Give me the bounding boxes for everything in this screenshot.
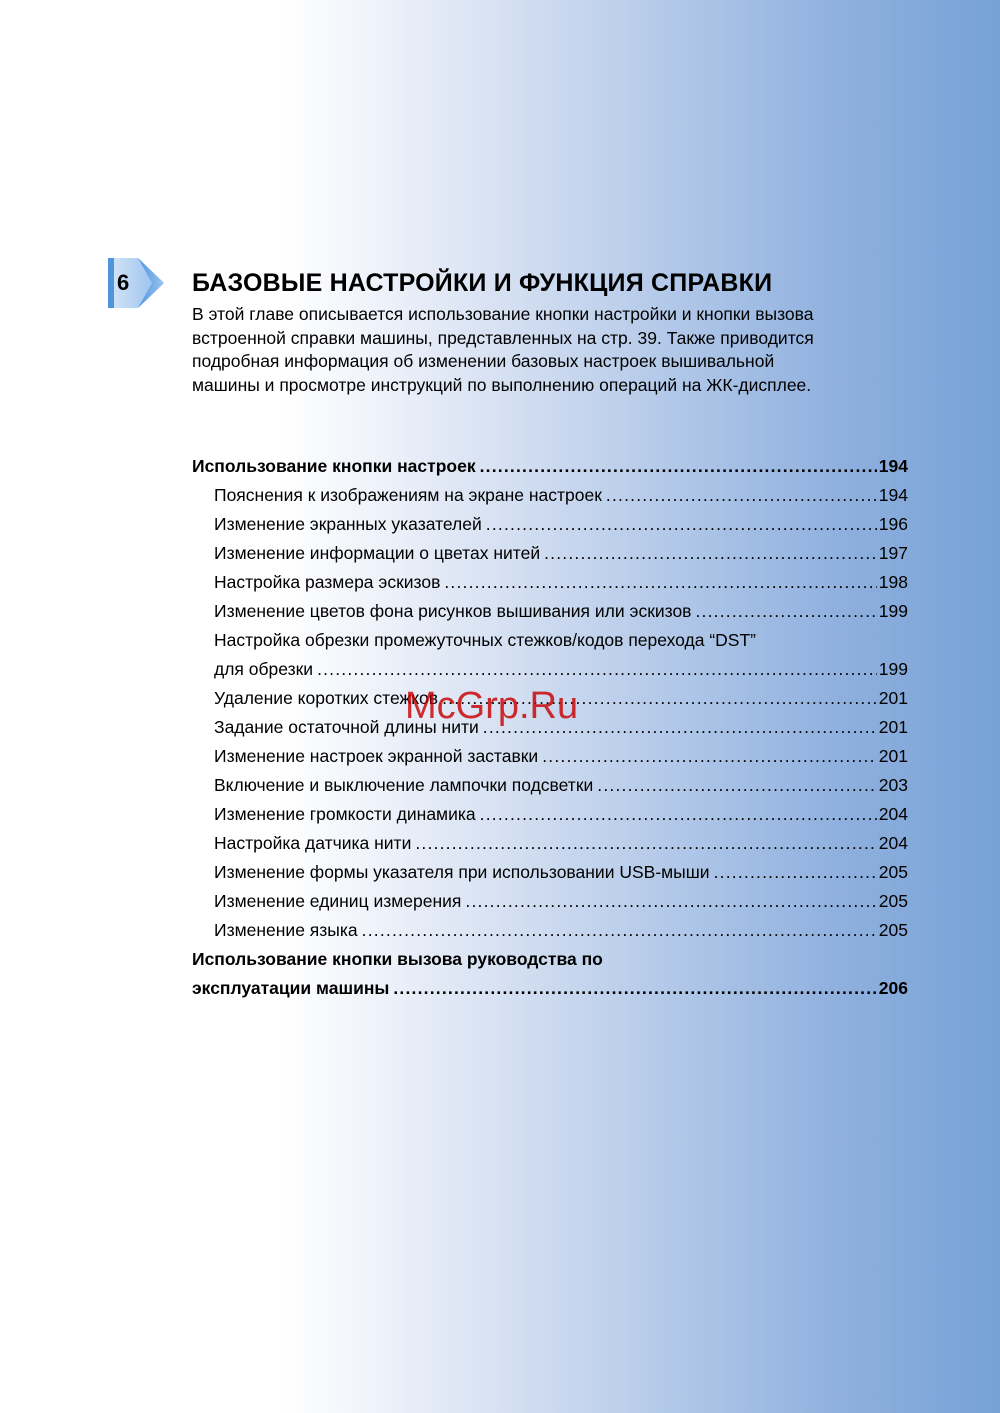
intro-line: подробная информация об изменении базовых настроек вышивальной <box>192 351 775 371</box>
toc-page-number: 205 <box>878 891 908 911</box>
toc-entry[interactable] <box>192 481 908 510</box>
toc-page-number: 201 <box>878 746 908 766</box>
toc-entry-text: Удаление коротких стежков <box>214 688 439 708</box>
toc-entry-text: Изменение настроек экранной заставки <box>214 746 539 766</box>
toc-entry-text: Пояснения к изображениям на экране настроек <box>214 485 602 505</box>
intro-line: машины и просмотре инструкций по выполнению операций на ЖК-дисплее. <box>192 374 812 395</box>
chapter-intro <box>192 303 912 397</box>
toc-leader <box>393 974 876 1003</box>
toc-leader <box>362 916 877 945</box>
toc-leader <box>544 539 877 568</box>
toc-page-number: 196 <box>878 514 908 534</box>
toc-entry-text: Настройка размера эскизов <box>214 572 441 592</box>
toc-page-number: 194 <box>878 485 908 505</box>
toc-leader <box>415 829 876 858</box>
toc-leader <box>486 510 877 539</box>
toc-entry[interactable] <box>192 510 908 539</box>
toc-entry[interactable] <box>192 800 908 829</box>
toc-entry-text: Изменение формы указателя при использовании USB-мыши <box>214 862 710 882</box>
toc-leader <box>597 771 877 800</box>
toc-entry[interactable] <box>192 858 908 887</box>
toc-entry-text: Настройка обрезки промежуточных стежков/кодов перехода “DST” <box>214 630 756 650</box>
toc-entry[interactable] <box>192 626 908 655</box>
toc-entry-text: Использование кнопки вызова руководства по <box>192 949 603 969</box>
toc-entry-text: Изменение цветов фона рисунков вышивания или эскизов <box>214 601 692 621</box>
chapter-title: БАЗОВЫЕ НАСТРОЙКИ И ФУНКЦИЯ СПРАВКИ <box>192 269 773 297</box>
toc-page-number: 204 <box>878 804 908 824</box>
toc-leader <box>480 452 877 481</box>
watermark: McGrp.Ru <box>405 685 579 727</box>
toc-entry[interactable] <box>192 742 908 771</box>
toc-page-number: 204 <box>878 833 908 853</box>
toc-page-number: 194 <box>878 456 908 476</box>
toc-entry-text: Настройка датчика нити <box>214 833 412 853</box>
toc-leader <box>465 887 876 916</box>
toc-entry[interactable] <box>192 539 908 568</box>
toc-entry-text: Изменение информации о цветах нитей <box>214 543 541 563</box>
toc-page-number: 206 <box>878 978 908 998</box>
toc-entry[interactable] <box>192 945 908 974</box>
intro-line: В этой главе описывается использование кнопки настройки и кнопки вызова <box>192 304 814 324</box>
toc-entry-text: эксплуатации машины <box>192 978 390 998</box>
toc-leader <box>695 597 876 626</box>
toc-leader <box>714 858 877 887</box>
toc-entry[interactable] <box>192 655 908 684</box>
toc-page-number: 205 <box>878 862 908 882</box>
toc-page-number: 201 <box>878 688 908 708</box>
toc-entry-text: Задание остаточной длины нити <box>214 717 479 737</box>
toc-entry[interactable] <box>192 974 908 1003</box>
toc-entry[interactable] <box>192 771 908 800</box>
toc-entry-text: Изменение экранных указателей <box>214 514 482 534</box>
toc-page-number: 199 <box>878 659 908 679</box>
toc-leader <box>480 800 877 829</box>
toc-leader <box>444 568 876 597</box>
toc-entry[interactable] <box>192 568 908 597</box>
toc-entry-text: Изменение языка <box>214 920 358 940</box>
toc-leader <box>606 481 877 510</box>
toc-page-number: 199 <box>878 601 908 621</box>
toc-entry[interactable] <box>192 829 908 858</box>
toc-entry[interactable] <box>192 887 908 916</box>
toc-page-number: 198 <box>878 572 908 592</box>
chapter-number: 6 <box>117 270 130 295</box>
toc-entry-text: Включение и выключение лампочки подсветки <box>214 775 594 795</box>
toc-page-number: 197 <box>878 543 908 563</box>
toc-entry-text: для обрезки <box>214 659 314 679</box>
toc-entry-text: Изменение единиц измерения <box>214 891 462 911</box>
toc-page-number: 205 <box>878 920 908 940</box>
toc-leader <box>317 655 877 684</box>
chapter-badge <box>108 258 164 308</box>
toc-entry-text: Использование кнопки настроек <box>192 456 476 476</box>
toc-entry[interactable] <box>192 452 908 481</box>
toc-leader <box>542 742 877 771</box>
intro-line: встроенной справки машины, представленных на стр. 39. Также приводится <box>192 327 814 348</box>
toc-entry[interactable] <box>192 916 908 945</box>
toc-entry-text: Изменение громкости динамика <box>214 804 476 824</box>
toc-entry[interactable] <box>192 597 908 626</box>
toc-page-number: 203 <box>878 775 908 795</box>
toc-page-number: 201 <box>878 717 908 737</box>
